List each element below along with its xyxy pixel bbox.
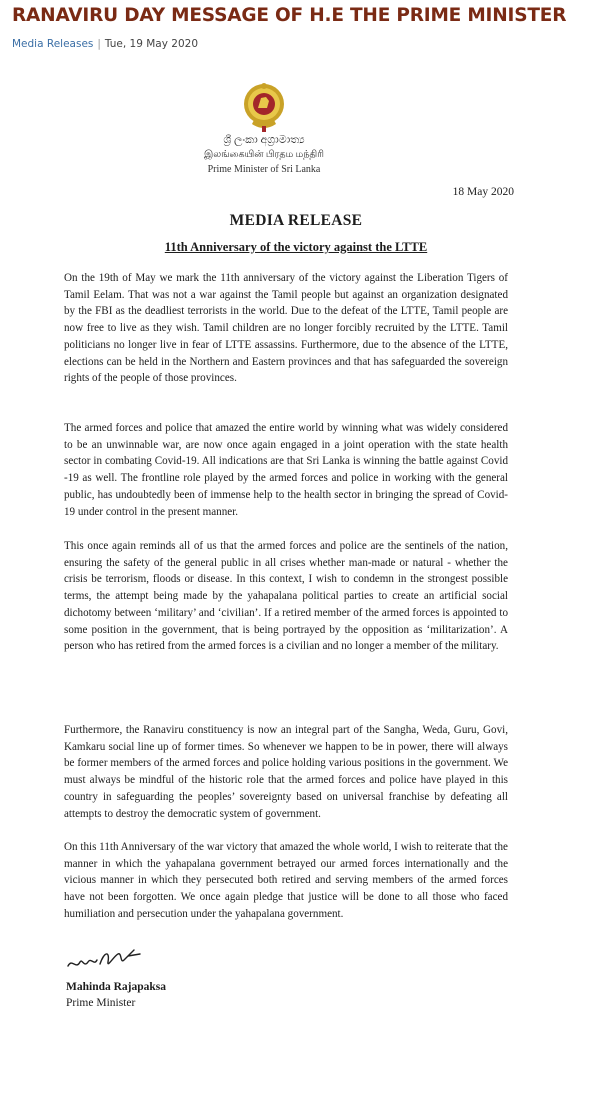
paragraph-1: On the 19th of May we mark the 11th anniversary of the victory against the Liberation Tigers of Tamil Eelam. That was not a war against the Tamil people but against an organization designated by the FBI as the deadliest terrorists in the world. Due to the defeat of the LTTE, Tamil people are now free to live as they wish. Tamil children are no longer forcibly recruited by the LTTE. Tamil politicians no longer live in fear of LTTE assassins. Furthermore, due to the absence of the LTTE, elections can be held in the Northern and Eastern provinces and that has safeguarded the sovereign rights of the people of those provinces. bbox=[64, 272, 508, 385]
signer-name: Mahinda Rajapaksa bbox=[66, 981, 167, 993]
post-meta bbox=[12, 38, 198, 50]
office-tamil: இலங்கையின் பிரதம மந்திரி bbox=[204, 150, 324, 160]
signer-title: Prime Minister bbox=[66, 997, 136, 1009]
signature bbox=[64, 942, 154, 974]
paragraph-4: Furthermore, the Ranaviru constituency is now an integral part of the Sangha, Weda, Guru, Govi, Kamkaru social line up of former times. So whenever we happen to be in power, there will always be former members of the armed forces and police holding various positions in the government. We must always be mindful of the historic role that the armed forces and police have played in this country in safeguarding the peoples’ sovereignty based on universal franchise by defeating all attempts to destroy the democratic system of government. bbox=[64, 724, 508, 820]
paragraph-5: On this 11th Anniversary of the war victory that amazed the whole world, I wish to reiterate that the manner in which the yahapalana government betrayed our armed forces internationally and the vicious manner in which they persecuted both retired and serving members of the armed forces have not been forgotten. We once again pledge that justice will be done to all those who faced humiliation and persecution under the yahapalana government. bbox=[64, 841, 508, 920]
post-date: Tue, 19 May 2020 bbox=[104, 38, 198, 50]
office-sinhala: ශ්‍රී ලංකා අග්‍රාමාත්‍ය bbox=[223, 134, 305, 146]
release-heading: MEDIA RELEASE bbox=[229, 212, 363, 229]
letter-date: 18 May 2020 bbox=[452, 186, 514, 198]
sri-lanka-emblem-icon bbox=[242, 80, 286, 134]
press-release-image bbox=[6, 64, 586, 1093]
page-title: RANAVIRU DAY MESSAGE OF H.E THE PRIME MINISTER bbox=[12, 5, 567, 26]
category-link[interactable]: Media Releases bbox=[12, 38, 94, 50]
paragraph-3: This once again reminds all of us that the armed forces and police are the sentinels of the nation, ensuring the safety of the general public in all crises whether man-made or natural - whether the crisis be terrorism, floods or disease. In this context, I wish to condemn in the strongest possible terms, the attempt being made by the yahapalana political parties to create an artificial social dichotomy between ‘military’ and ‘civilian’. If a retired member of the armed forces is appointed to some position in the government, that is being portrayed by the opposition as ‘militarization’. A person who has retired from the armed forces is a civilian and no longer a member of the military. bbox=[64, 540, 508, 653]
meta-separator: | bbox=[97, 38, 101, 50]
paragraph-2: The armed forces and police that amazed the entire world by winning what was widely considered to be an unwinnable war, are now once again engaged in a joint operation with the state health sector in combating Covid-19. All indications are that Sri Lanka is winning the battle against Covid -19 as well. The frontline role played by the armed forces and police in working with the general public, has undoubtedly been of immense help to the health sector in bringing the spread of Covid-19 under control in the present manner. bbox=[64, 422, 508, 518]
office-english: Prime Minister of Sri Lanka bbox=[207, 164, 321, 175]
release-subheading: 11th Anniversary of the victory against the LTTE bbox=[164, 240, 428, 254]
